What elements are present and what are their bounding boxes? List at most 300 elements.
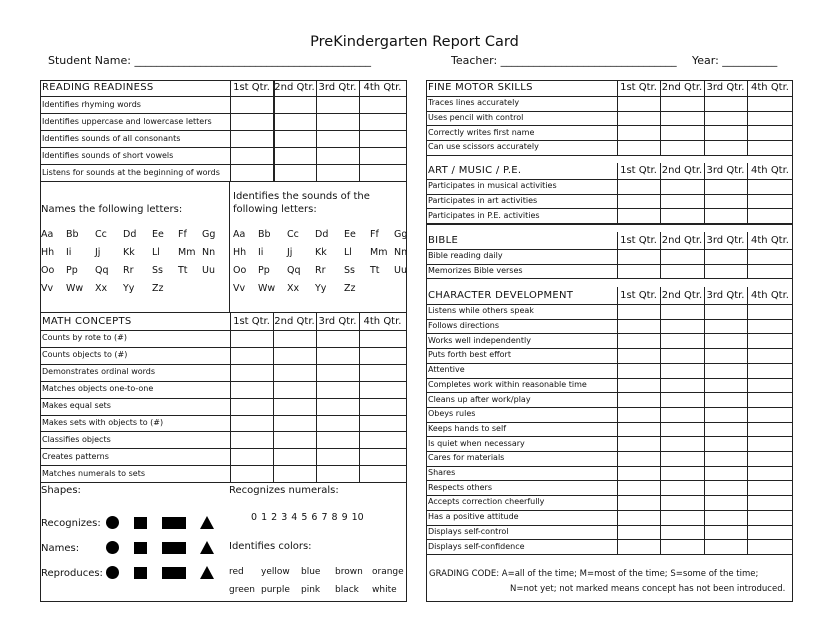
rectangle-icon — [162, 517, 186, 529]
letter-name: Vv — [41, 283, 54, 294]
math-grade-cell[interactable] — [360, 399, 405, 414]
circle-icon — [106, 516, 119, 529]
letter-sound: Aa — [233, 229, 246, 240]
character-item: Attentive — [428, 365, 465, 375]
character-grade-cell[interactable] — [748, 408, 792, 421]
character-grade-cell[interactable] — [748, 467, 792, 480]
letter-name: Uu — [202, 265, 215, 276]
bible-grade-cell[interactable] — [705, 265, 746, 278]
color-name: brown — [335, 567, 363, 577]
character-grade-cell[interactable] — [705, 437, 746, 450]
character-grade-cell[interactable] — [705, 540, 746, 553]
letter-name: Ss — [152, 265, 163, 276]
reading-grade-cell[interactable] — [274, 97, 315, 112]
letter-sound: Nn — [394, 247, 408, 258]
letter-sound: Ff — [370, 229, 379, 240]
art-grade-cell[interactable] — [748, 180, 792, 193]
fine-motor-grade-cell[interactable] — [618, 126, 659, 139]
triangle-icon — [200, 541, 214, 554]
math-grade-cell[interactable] — [360, 432, 405, 447]
divider — [747, 80, 748, 155]
math-grade-cell[interactable] — [317, 348, 358, 363]
art-quarter-header: 3rd Qtr. — [706, 165, 745, 176]
color-name: green — [229, 585, 255, 595]
math-item: Classifies objects — [42, 434, 111, 444]
character-grade-cell[interactable] — [705, 423, 746, 436]
bible-grade-cell[interactable] — [705, 250, 746, 263]
divider — [617, 80, 618, 155]
triangle-icon — [200, 516, 214, 529]
character-grade-cell[interactable] — [748, 320, 792, 333]
divider — [617, 232, 618, 278]
divider — [426, 278, 793, 279]
math-grade-cell[interactable] — [231, 382, 272, 397]
art-grade-cell[interactable] — [661, 180, 703, 193]
art-grade-cell[interactable] — [705, 180, 746, 193]
rectangle-icon — [162, 567, 186, 579]
character-grade-cell[interactable] — [705, 305, 746, 318]
math-grade-cell[interactable] — [317, 399, 358, 414]
divider — [704, 232, 705, 278]
bible-item: Memorizes Bible verses — [428, 266, 523, 276]
art-grade-cell[interactable] — [618, 180, 659, 193]
character-grade-cell[interactable] — [661, 334, 703, 347]
character-grade-cell[interactable] — [705, 408, 746, 421]
character-grade-cell[interactable] — [705, 393, 746, 406]
divider — [704, 80, 705, 155]
character-grade-cell[interactable] — [618, 364, 659, 377]
divider — [617, 163, 618, 223]
character-grade-cell[interactable] — [705, 452, 746, 465]
reading-grade-cell[interactable] — [274, 165, 315, 180]
letter-sound: Kk — [315, 247, 327, 258]
colors-label: Identifies colors: — [229, 541, 312, 552]
reading-grade-cell[interactable] — [360, 114, 405, 129]
fine-motor-grade-cell[interactable] — [705, 97, 746, 110]
letter-sound: Gg — [394, 229, 408, 240]
letter-sound: Jj — [287, 247, 293, 258]
math-grade-cell[interactable] — [231, 365, 272, 380]
fine-motor-grade-cell[interactable] — [748, 126, 792, 139]
reading-grade-cell[interactable] — [231, 165, 272, 180]
character-grade-cell[interactable] — [748, 349, 792, 362]
math-grade-cell[interactable] — [274, 348, 315, 363]
grading-code-line2: N=not yet; not marked means concept has not been introduced. — [510, 584, 786, 594]
divider — [747, 287, 748, 554]
letter-sound: Hh — [233, 247, 247, 258]
character-grade-cell[interactable] — [618, 467, 659, 480]
math-grade-cell[interactable] — [360, 416, 405, 431]
character-grade-cell[interactable] — [661, 364, 703, 377]
character-grade-cell[interactable] — [661, 481, 703, 494]
letter-sound: Ww — [258, 283, 276, 294]
math-grade-cell[interactable] — [231, 449, 272, 464]
math-grade-cell[interactable] — [317, 331, 358, 346]
divider — [229, 181, 230, 312]
letter-name: Tt — [178, 265, 188, 276]
character-item: Has a positive attitude — [428, 512, 519, 522]
art-heading: ART / MUSIC / P.E. — [428, 165, 522, 176]
numerals-list: 0 1 2 3 4 5 6 7 8 9 10 — [251, 512, 364, 523]
shape-row-names: Names: — [41, 543, 80, 554]
fine-motor-grade-cell[interactable] — [618, 112, 659, 125]
character-grade-cell[interactable] — [618, 334, 659, 347]
character-grade-cell[interactable] — [618, 496, 659, 509]
fine-motor-grade-cell[interactable] — [705, 126, 746, 139]
letter-name: Ii — [66, 247, 72, 258]
art-quarter-header: 1st Qtr. — [620, 165, 657, 176]
character-grade-cell[interactable] — [618, 305, 659, 318]
character-item: Obeys rules — [428, 409, 476, 419]
reading-quarter-header: 1st Qtr. — [233, 82, 270, 93]
letter-sound: Ii — [258, 247, 264, 258]
character-heading: CHARACTER DEVELOPMENT — [428, 289, 574, 301]
character-grade-cell[interactable] — [661, 423, 703, 436]
math-quarter-header: 2nd Qtr. — [274, 315, 315, 327]
fine-motor-grade-cell[interactable] — [705, 141, 746, 154]
math-item: Makes equal sets — [42, 401, 111, 411]
fine-motor-grade-cell[interactable] — [618, 141, 659, 154]
reading-item: Identifies rhyming words — [42, 99, 141, 109]
math-grade-cell[interactable] — [360, 331, 405, 346]
fine-motor-item: Correctly writes first name — [428, 127, 535, 137]
divider — [426, 224, 793, 225]
bible-item: Bible reading daily — [428, 251, 503, 261]
reading-grade-cell[interactable] — [231, 114, 272, 129]
letter-name: Ff — [178, 229, 187, 240]
character-grade-cell[interactable] — [661, 393, 703, 406]
character-grade-cell[interactable] — [661, 408, 703, 421]
character-item: Accepts correction cheerfully — [428, 497, 545, 507]
math-grade-cell[interactable] — [231, 432, 272, 447]
reading-quarter-header: 2nd Qtr. — [274, 82, 315, 93]
divider — [316, 313, 317, 482]
reading-grade-cell[interactable] — [274, 131, 315, 146]
letter-name: Rr — [123, 265, 134, 276]
bible-heading: BIBLE — [428, 234, 459, 246]
letter-sound: Bb — [258, 229, 271, 240]
character-grade-cell[interactable] — [661, 305, 703, 318]
art-item: Participates in musical activities — [428, 181, 557, 191]
bible-quarter-header: 2nd Qtr. — [661, 234, 703, 246]
character-grade-cell[interactable] — [618, 437, 659, 450]
reading-grade-cell[interactable] — [317, 148, 358, 163]
fine-motor-grade-cell[interactable] — [748, 141, 792, 154]
math-grade-cell[interactable] — [317, 432, 358, 447]
character-grade-cell[interactable] — [661, 496, 703, 509]
character-grade-cell[interactable] — [748, 334, 792, 347]
bible-quarter-header: 3rd Qtr. — [706, 234, 745, 246]
letter-name: Zz — [152, 283, 164, 294]
art-grade-cell[interactable] — [748, 195, 792, 208]
math-quarter-header: 4th Qtr. — [363, 315, 402, 327]
character-grade-cell[interactable] — [661, 540, 703, 553]
math-grade-cell[interactable] — [274, 466, 315, 481]
fine-motor-grade-cell[interactable] — [661, 141, 703, 154]
letter-sound: Rr — [315, 265, 326, 276]
letter-sound: Cc — [287, 229, 299, 240]
math-grade-cell[interactable] — [317, 365, 358, 380]
math-grade-cell[interactable] — [360, 466, 405, 481]
character-item: Cares for materials — [428, 453, 505, 463]
letter-sound: Ee — [344, 229, 356, 240]
art-grade-cell[interactable] — [661, 195, 703, 208]
letter-name: Jj — [95, 247, 101, 258]
math-grade-cell[interactable] — [317, 382, 358, 397]
math-grade-cell[interactable] — [274, 382, 315, 397]
character-grade-cell[interactable] — [748, 511, 792, 524]
reading-item: Identifies uppercase and lowercase letters — [42, 116, 212, 126]
character-grade-cell[interactable] — [748, 437, 792, 450]
divider — [273, 80, 275, 181]
character-grade-cell[interactable] — [748, 452, 792, 465]
letter-name: Oo — [41, 265, 55, 276]
character-grade-cell[interactable] — [618, 526, 659, 539]
character-item: Keeps hands to self — [428, 423, 507, 433]
triangle-icon — [200, 566, 214, 579]
art-grade-cell[interactable] — [705, 209, 746, 222]
character-grade-cell[interactable] — [705, 526, 746, 539]
bible-grade-cell[interactable] — [618, 265, 659, 278]
art-item: Participates in art activities — [428, 196, 538, 206]
reading-item: Identifies sounds of all consonants — [42, 133, 181, 143]
character-item: Shares — [428, 468, 456, 478]
fine-motor-grade-cell[interactable] — [618, 97, 659, 110]
square-icon — [134, 567, 147, 579]
math-quarter-header: 3rd Qtr. — [318, 315, 357, 327]
math-grade-cell[interactable] — [274, 331, 315, 346]
math-grade-cell[interactable] — [231, 348, 272, 363]
letter-name: Ee — [152, 229, 164, 240]
character-grade-cell[interactable] — [705, 511, 746, 524]
color-name: pink — [301, 585, 321, 595]
fine-motor-quarter-header: 4th Qtr. — [751, 82, 789, 93]
divider — [660, 163, 661, 223]
math-grade-cell[interactable] — [317, 449, 358, 464]
character-item: Completes work within reasonable time — [428, 379, 587, 389]
math-grade-cell[interactable] — [317, 416, 358, 431]
character-grade-cell[interactable] — [618, 393, 659, 406]
character-grade-cell[interactable] — [661, 526, 703, 539]
math-grade-cell[interactable] — [274, 365, 315, 380]
fine-motor-grade-cell[interactable] — [661, 112, 703, 125]
math-grade-cell[interactable] — [231, 399, 272, 414]
page-title: PreKindergarten Report Card — [310, 34, 519, 50]
math-grade-cell[interactable] — [274, 432, 315, 447]
letter-name: Ww — [66, 283, 84, 294]
character-grade-cell[interactable] — [661, 437, 703, 450]
letter-name: Nn — [202, 247, 216, 258]
math-grade-cell[interactable] — [274, 416, 315, 431]
character-item: Is quiet when necessary — [428, 438, 525, 448]
character-grade-cell[interactable] — [705, 334, 746, 347]
fine-motor-grade-cell[interactable] — [705, 112, 746, 125]
fine-motor-heading: FINE MOTOR SKILLS — [428, 82, 533, 93]
fine-motor-grade-cell[interactable] — [661, 97, 703, 110]
character-grade-cell[interactable] — [618, 408, 659, 421]
letter-name: Ll — [152, 247, 160, 258]
color-name: yellow — [261, 567, 290, 577]
art-grade-cell[interactable] — [661, 209, 703, 222]
math-item: Demonstrates ordinal words — [42, 367, 156, 377]
reading-grade-cell[interactable] — [360, 97, 405, 112]
year-field[interactable]: Year: __________ — [692, 54, 778, 67]
character-item: Cleans up after work/play — [428, 394, 531, 404]
character-quarter-header: 4th Qtr. — [751, 289, 789, 301]
letter-sound: Tt — [370, 265, 380, 276]
character-grade-cell[interactable] — [661, 379, 703, 392]
math-grade-cell[interactable] — [360, 382, 405, 397]
divider — [230, 80, 231, 181]
character-grade-cell[interactable] — [705, 496, 746, 509]
character-grade-cell[interactable] — [748, 423, 792, 436]
divider — [747, 232, 748, 278]
divider — [40, 181, 406, 182]
letter-name: Qq — [95, 265, 109, 276]
character-item: Puts forth best effort — [428, 350, 511, 360]
bible-quarter-header: 1st Qtr. — [620, 234, 657, 246]
math-item: Counts objects to (#) — [42, 350, 128, 360]
character-grade-cell[interactable] — [748, 526, 792, 539]
bible-grade-cell[interactable] — [661, 265, 703, 278]
math-grade-cell[interactable] — [360, 365, 405, 380]
bible-grade-cell[interactable] — [661, 250, 703, 263]
letter-name: Kk — [123, 247, 135, 258]
character-grade-cell[interactable] — [705, 349, 746, 362]
reading-grade-cell[interactable] — [360, 148, 405, 163]
letter-sound: Zz — [344, 283, 356, 294]
character-grade-cell[interactable] — [661, 320, 703, 333]
character-grade-cell[interactable] — [618, 423, 659, 436]
letter-sound: Ss — [344, 265, 355, 276]
character-grade-cell[interactable] — [618, 320, 659, 333]
bible-grade-cell[interactable] — [748, 265, 792, 278]
character-grade-cell[interactable] — [661, 452, 703, 465]
character-grade-cell[interactable] — [705, 364, 746, 377]
reading-item: Listens for sounds at the beginning of words — [42, 167, 220, 177]
reading-grade-cell[interactable] — [274, 148, 315, 163]
reading-grade-cell[interactable] — [317, 131, 358, 146]
character-grade-cell[interactable] — [618, 540, 659, 553]
letter-name: Bb — [66, 229, 79, 240]
math-grade-cell[interactable] — [360, 348, 405, 363]
letter-sound: Mm — [370, 247, 388, 258]
divider — [426, 155, 793, 156]
reading-grade-cell[interactable] — [231, 97, 272, 112]
reading-grade-cell[interactable] — [231, 131, 272, 146]
student-name-field[interactable]: Student Name: ___________________________________________ — [48, 54, 371, 67]
reading-grade-cell[interactable] — [360, 165, 405, 180]
letter-name: Xx — [95, 283, 108, 294]
bible-grade-cell[interactable] — [748, 250, 792, 263]
math-grade-cell[interactable] — [274, 399, 315, 414]
divider — [316, 80, 317, 181]
circle-icon — [106, 541, 119, 554]
divider — [230, 313, 231, 482]
character-grade-cell[interactable] — [705, 467, 746, 480]
reading-grade-cell[interactable] — [360, 131, 405, 146]
divider — [273, 313, 274, 482]
math-grade-cell[interactable] — [231, 331, 272, 346]
art-grade-cell[interactable] — [618, 195, 659, 208]
character-item: Follows directions — [428, 321, 500, 331]
character-grade-cell[interactable] — [618, 349, 659, 362]
character-grade-cell[interactable] — [748, 393, 792, 406]
art-item: Participates in P.E. activities — [428, 210, 540, 220]
color-name: red — [229, 567, 244, 577]
letter-name: Mm — [178, 247, 196, 258]
character-grade-cell[interactable] — [748, 379, 792, 392]
fine-motor-grade-cell[interactable] — [661, 126, 703, 139]
character-grade-cell[interactable] — [661, 349, 703, 362]
art-grade-cell[interactable] — [748, 209, 792, 222]
character-grade-cell[interactable] — [661, 511, 703, 524]
circle-icon — [106, 566, 119, 579]
math-grade-cell[interactable] — [317, 466, 358, 481]
color-name: purple — [261, 585, 290, 595]
character-item: Works well independently — [428, 335, 531, 345]
character-grade-cell[interactable] — [705, 481, 746, 494]
character-grade-cell[interactable] — [748, 540, 792, 553]
math-grade-cell[interactable] — [231, 466, 272, 481]
math-grade-cell[interactable] — [360, 449, 405, 464]
teacher-field[interactable]: Teacher: ________________________________ — [451, 54, 677, 67]
reading-grade-cell[interactable] — [317, 165, 358, 180]
divider — [660, 287, 661, 554]
character-grade-cell[interactable] — [748, 305, 792, 318]
rectangle-icon — [162, 542, 186, 554]
character-grade-cell[interactable] — [618, 379, 659, 392]
fine-motor-quarter-header: 3rd Qtr. — [706, 82, 745, 93]
divider — [747, 163, 748, 223]
square-icon — [134, 517, 147, 529]
fine-motor-grade-cell[interactable] — [748, 97, 792, 110]
reading-quarter-header: 3rd Qtr. — [318, 82, 357, 93]
divider — [359, 80, 360, 181]
math-item: Matches numerals to sets — [42, 468, 145, 478]
bible-grade-cell[interactable] — [618, 250, 659, 263]
character-grade-cell[interactable] — [661, 467, 703, 480]
character-grade-cell[interactable] — [618, 481, 659, 494]
character-grade-cell[interactable] — [705, 379, 746, 392]
reading-grade-cell[interactable] — [317, 114, 358, 129]
character-grade-cell[interactable] — [618, 511, 659, 524]
character-item: Respects others — [428, 482, 493, 492]
math-grade-cell[interactable] — [274, 449, 315, 464]
art-grade-cell[interactable] — [705, 195, 746, 208]
fine-motor-item: Uses pencil with control — [428, 113, 524, 123]
character-grade-cell[interactable] — [748, 481, 792, 494]
color-name: white — [372, 585, 397, 595]
character-grade-cell[interactable] — [618, 452, 659, 465]
character-grade-cell[interactable] — [748, 364, 792, 377]
divider — [660, 80, 661, 155]
math-grade-cell[interactable] — [231, 416, 272, 431]
reading-grade-cell[interactable] — [274, 114, 315, 129]
sounds-letters-label: Identifies the sounds of the — [233, 191, 370, 202]
divider — [617, 287, 618, 554]
square-icon — [134, 542, 147, 554]
character-grade-cell[interactable] — [748, 496, 792, 509]
fine-motor-grade-cell[interactable] — [748, 112, 792, 125]
reading-grade-cell[interactable] — [231, 148, 272, 163]
character-grade-cell[interactable] — [705, 320, 746, 333]
letter-sound: Qq — [287, 265, 301, 276]
shapes-label: Shapes: — [41, 485, 81, 496]
reading-item: Identifies sounds of short vowels — [42, 150, 174, 160]
art-grade-cell[interactable] — [618, 209, 659, 222]
reading-grade-cell[interactable] — [317, 97, 358, 112]
